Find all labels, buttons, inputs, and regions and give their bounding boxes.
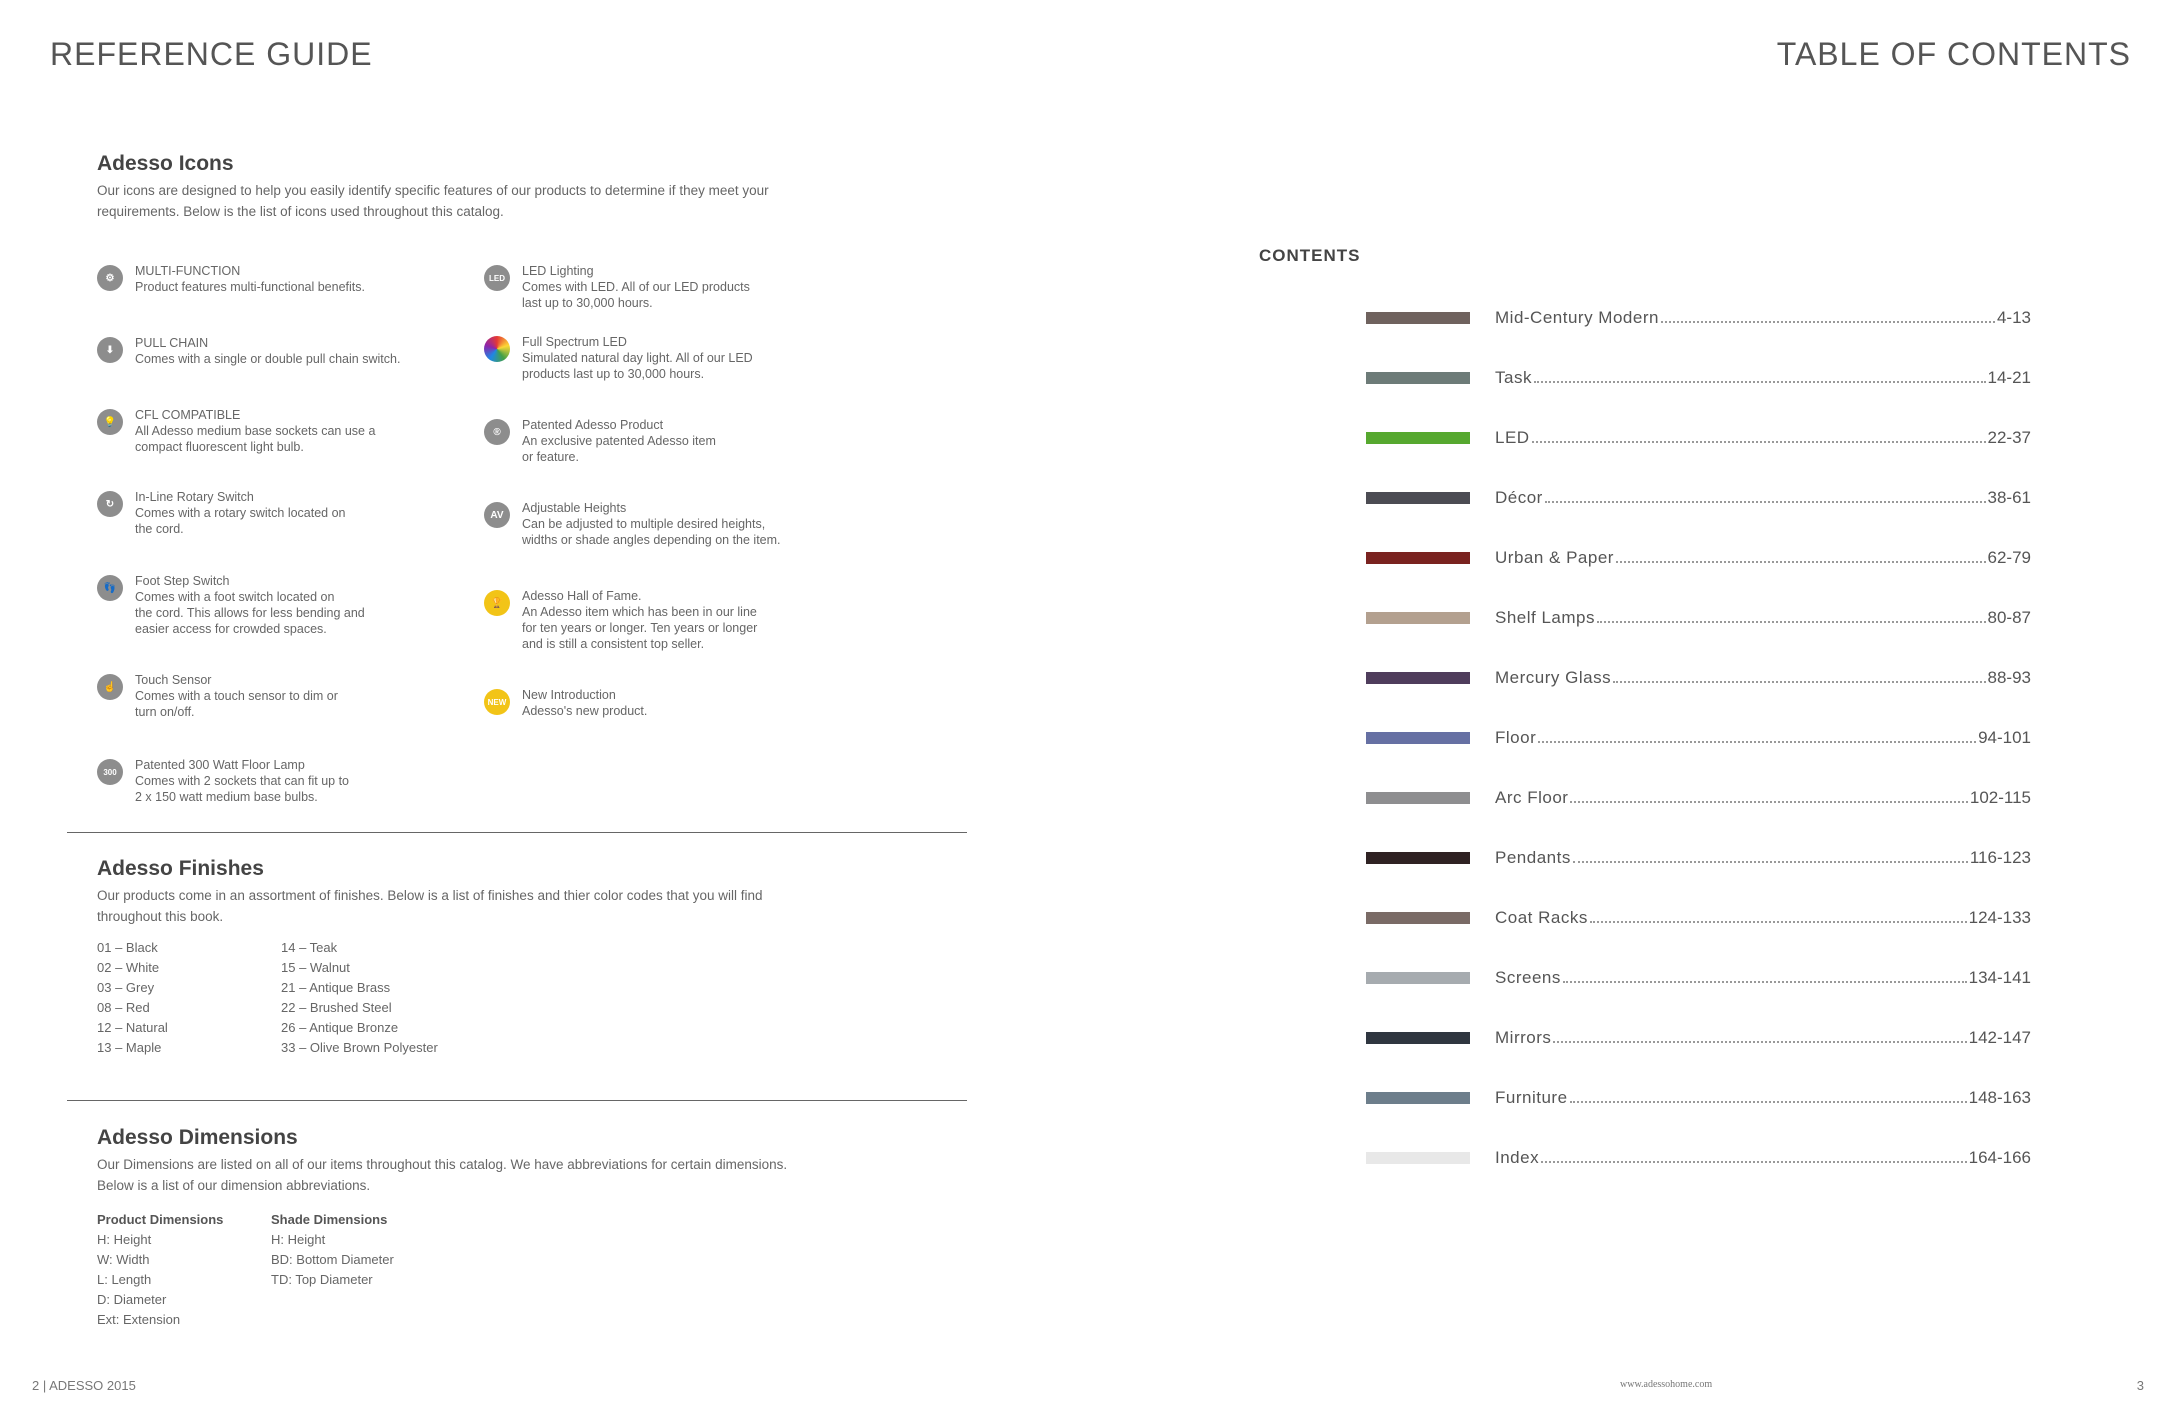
icon-legend-text [522,687,647,719]
toc-entry-pages: 142-147 [1968,1028,2031,1047]
led-icon: LED [484,265,510,291]
shade-dimension-item: TD: Top Diameter [271,1272,373,1287]
page-title-right: TABLE OF CONTENTS [1776,36,2131,72]
icon-legend-title: Full Spectrum LED [522,335,627,349]
finishes-column-2 [281,938,438,1058]
toc-entry[interactable] [1366,966,2031,990]
icon-legend-description: Comes with a single or double pull chain switch. [135,352,401,366]
toc-entry-label: Coat Racks [1495,908,1588,927]
toc-dot-leader [1661,321,1995,323]
toc-entry-pages: 164-166 [1968,1148,2031,1167]
toc-dot-leader [1597,621,1986,623]
toc-color-swatch [1366,312,1470,324]
toc-entry-pages: 22-37 [1987,428,2031,447]
toc-entry[interactable] [1366,906,2031,930]
icon-legend-title: In-Line Rotary Switch [135,490,254,504]
shade-dimension-item: H: Height [271,1232,326,1247]
new-introduction-icon: NEW [484,689,510,715]
toc-color-swatch [1366,1032,1470,1044]
adjustable-height-icon: AV [484,502,510,528]
product-dimension-item: H: Height [97,1232,152,1247]
toc-color-swatch [1366,552,1470,564]
dimensions-section [97,1126,817,1196]
section-description: Our products come in an assortment of finishes. Below is a list of finishes and thier color codes that you will find throughout this book. [97,888,763,924]
toc-entry[interactable] [1366,726,2031,750]
300-watt-icon: 300 [97,759,123,785]
product-dimension-item: L: Length [97,1272,152,1287]
toc-entry-label: Task [1495,368,1532,387]
icon-legend-title: PULL CHAIN [135,336,209,350]
toc-dot-leader [1570,801,1967,803]
section-description: Our icons are designed to help you easily identify specific features of our products to determine if they meet your requirements. Below is the list of icons used throughout this catalog. [97,183,769,219]
toc-color-swatch [1366,912,1470,924]
toc-dot-leader [1538,741,1976,743]
toc-color-swatch [1366,1092,1470,1104]
toc-entry-pages: 88-93 [1987,668,2031,687]
icon-legend-text [135,573,365,637]
multi-function-icon: ⚙ [97,265,123,291]
footer-left: 2 | ADESSO 2015 [32,1378,136,1393]
finish-item: 03 – Grey [97,980,155,995]
icon-legend-description: Comes with a foot switch located on the cord. This allows for less bending and easier access for crowded spaces. [135,590,365,636]
toc-entry[interactable] [1366,846,2031,870]
hall-of-fame-icon: 🏆 [484,590,510,616]
icon-legend-description: Comes with a rotary switch located on the cord. [135,506,346,536]
icon-legend-title: LED Lighting [522,264,594,278]
shade-dimension-item: BD: Bottom Diameter [271,1252,394,1267]
toc-color-swatch [1366,1152,1470,1164]
toc-entry-label: Furniture [1495,1088,1568,1107]
toc-entry-pages: 62-79 [1987,548,2031,567]
toc-color-swatch [1366,972,1470,984]
toc-entry[interactable] [1366,486,2031,510]
product-dimensions [97,1210,223,1330]
toc-entry[interactable] [1366,546,2031,570]
toc-entry-pages: 80-87 [1987,608,2031,627]
cfl-bulb-icon: 💡 [97,409,123,435]
toc-entry-pages: 116-123 [1969,848,2031,867]
finish-item: 21 – Antique Brass [281,980,391,995]
toc-dot-leader [1553,1041,1966,1043]
toc-entry[interactable] [1366,666,2031,690]
section-description: Our Dimensions are listed on all of our items throughout this catalog. We have abbreviations for certain dimensions. Below is a list of our dimension abbreviations. [97,1157,788,1193]
section-title: Adesso Finishes [97,857,264,880]
toc-dot-leader [1532,441,1986,443]
icon-legend-item [484,334,864,382]
icon-legend-text [522,500,781,548]
icon-legend-description: Product features multi-functional benefits. [135,280,365,294]
toc-dot-leader [1563,981,1967,983]
icon-legend-text [135,335,400,367]
toc-entry-pages: 14-21 [1987,368,2031,387]
toc-color-swatch [1366,612,1470,624]
toc-dot-leader [1545,501,1986,503]
icons-section [97,152,817,222]
rotary-switch-icon: ↻ [97,491,123,517]
icon-legend-item [484,500,864,548]
section-title: Adesso Dimensions [97,1126,298,1149]
icon-legend-item [97,335,477,367]
product-dimension-item: W: Width [97,1252,150,1267]
icon-legend-text [135,757,349,805]
icon-legend-text [135,407,375,455]
icon-legend-text [135,672,338,720]
finish-item: 15 – Walnut [281,960,350,975]
toc-color-swatch [1366,852,1470,864]
toc-entry-label: Mercury Glass [1495,668,1612,687]
icon-legend-description: Comes with LED. All of our LED products last up to 30,000 hours. [522,280,750,310]
icon-legend-description: Simulated natural day light. All of our LED products last up to 30,000 hours. [522,351,753,381]
icon-legend-item [484,687,864,719]
toc-entry[interactable] [1366,1086,2031,1110]
toc-color-swatch [1366,492,1470,504]
toc-entry-label: Arc Floor [1495,788,1569,807]
toc-dot-leader [1534,381,1986,383]
toc-entry-pages: 38-61 [1987,488,2031,507]
shade-dimensions-header: Shade Dimensions [271,1212,388,1227]
icon-legend-title: Touch Sensor [135,673,212,687]
toc-entry[interactable] [1366,1146,2031,1170]
toc-color-swatch [1366,672,1470,684]
toc-entry-pages: 124-133 [1968,908,2031,927]
icon-legend-description: All Adesso medium base sockets can use a compact fluorescent light bulb. [135,424,376,454]
toc-entry[interactable] [1366,786,2031,810]
icon-legend-text [135,489,346,537]
icon-legend-title: Patented Adesso Product [522,418,664,432]
finish-item: 02 – White [97,960,160,975]
toc-entry-pages: 102-115 [1969,788,2031,807]
icon-legend-text [522,417,716,465]
icon-legend-title: Adjustable Heights [522,501,627,515]
icon-legend-title: MULTI-FUNCTION [135,264,241,278]
divider [67,1100,967,1101]
full-spectrum-icon [484,336,510,362]
icon-legend-description: Can be adjusted to multiple desired heights, widths or shade angles depending on the item. [522,517,781,547]
icon-legend-item [484,263,864,311]
toc-entry[interactable] [1366,606,2031,630]
toc-entry[interactable] [1366,1026,2031,1050]
icon-legend-description: An Adesso item which has been in our line for ten years or longer. Ten years or longer and is still a consistent top seller. [522,605,758,651]
icon-legend-description: Comes with a touch sensor to dim or turn on/off. [135,689,338,719]
icon-legend-item [97,263,477,295]
toc-dot-leader [1573,861,1968,863]
toc-dot-leader [1541,1161,1967,1163]
toc-dot-leader [1613,681,1985,683]
finish-item: 08 – Red [97,1000,150,1015]
icon-legend-description: An exclusive patented Adesso item or feature. [522,434,716,464]
icon-legend-title: Patented 300 Watt Floor Lamp [135,758,305,772]
toc-entry-pages: 134-141 [1968,968,2031,987]
icon-legend-description: Comes with 2 sockets that can fit up to 2 x 150 watt medium base bulbs. [135,774,349,804]
pull-chain-icon: ⬇ [97,337,123,363]
divider [67,832,967,833]
toc-heading: CONTENTS [1259,246,1361,265]
icon-legend-title: Adesso Hall of Fame. [522,589,642,603]
shade-dimensions [271,1210,394,1290]
icon-legend-description: Adesso's new product. [522,704,648,718]
toc-dot-leader [1570,1101,1967,1103]
toc-entry-label: Shelf Lamps [1495,608,1595,627]
icon-legend-item [97,757,477,805]
icon-legend-item [97,489,477,537]
finishes-section [97,857,797,927]
toc-color-swatch [1366,432,1470,444]
toc-entry-label: Floor [1495,728,1537,747]
finish-item: 14 – Teak [281,940,338,955]
finish-item: 13 – Maple [97,1040,162,1055]
footer-page-number: 3 [2136,1378,2144,1393]
finishes-column-1 [97,938,168,1058]
icon-legend-text [522,263,750,311]
touch-sensor-icon: ☝ [97,674,123,700]
finish-item: 26 – Antique Bronze [281,1020,399,1035]
icon-legend-title: CFL COMPATIBLE [135,408,241,422]
toc-dot-leader [1590,921,1967,923]
foot-switch-icon: 👣 [97,575,123,601]
toc-entry-pages: 148-163 [1968,1088,2031,1107]
icon-legend-title: New Introduction [522,688,616,702]
toc-entry[interactable] [1366,426,2031,450]
toc-dot-leader [1616,561,1986,563]
finish-item: 01 – Black [97,940,158,955]
toc-entry-label: Screens [1495,968,1561,987]
toc-entry-label: LED [1495,428,1530,447]
finish-item: 22 – Brushed Steel [281,1000,392,1015]
icon-legend-item [97,407,477,455]
toc-color-swatch [1366,732,1470,744]
icon-legend-item [97,573,477,637]
patent-icon: ® [484,419,510,445]
toc-color-swatch [1366,372,1470,384]
product-dimension-item: Ext: Extension [97,1312,181,1327]
icon-legend-item [484,417,864,465]
product-dimensions-header: Product Dimensions [97,1212,224,1227]
section-title: Adesso Icons [97,152,234,175]
page-title-left: REFERENCE GUIDE [50,36,373,72]
icon-legend-text [135,263,365,295]
icon-legend-item [484,588,864,652]
finish-item: 12 – Natural [97,1020,168,1035]
toc-entry-label: Mirrors [1495,1028,1552,1047]
toc-entry-label: Décor [1495,488,1543,507]
toc-entry-pages: 94-101 [1978,728,2031,747]
toc-entry[interactable] [1366,306,2031,330]
toc-entry[interactable] [1366,366,2031,390]
icon-legend-title: Foot Step Switch [135,574,230,588]
toc-entry-label: Mid-Century Modern [1495,308,1659,327]
icon-legend-text [522,588,757,652]
toc-entry-pages: 4-13 [1996,308,2031,327]
finish-item: 33 – Olive Brown Polyester [281,1040,438,1055]
toc-entry-label: Index [1495,1148,1540,1167]
toc-entry-label: Pendants [1495,848,1571,867]
footer-url: www.adessohome.com [1620,1379,1713,1390]
icon-legend-item [97,672,477,720]
toc-color-swatch [1366,792,1470,804]
icon-legend-text [522,334,753,382]
product-dimension-item: D: Diameter [97,1292,167,1307]
toc-entry-label: Urban & Paper [1495,548,1614,567]
